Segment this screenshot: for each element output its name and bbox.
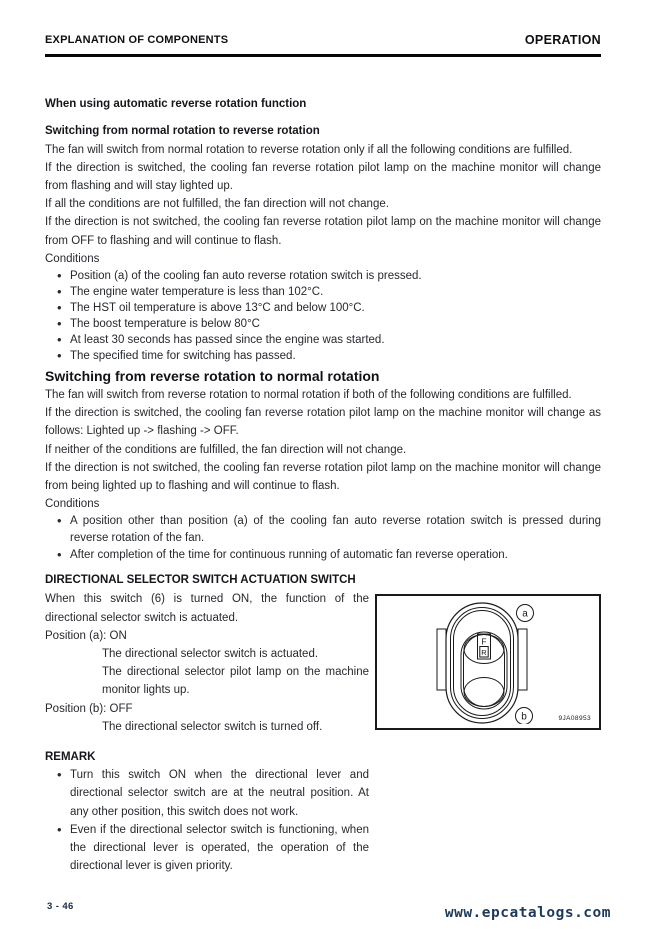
- rocker-bottom-pad: [464, 678, 504, 707]
- watermark-link[interactable]: www.epcatalogs.com: [444, 904, 611, 921]
- paragraph: If all the conditions are not fulfilled, the fan direction will not change.: [45, 198, 389, 211]
- tag-f-letter: F: [481, 636, 487, 647]
- reverse-to-normal-heading: Switching from reverse rotation to normal rotation: [45, 368, 380, 385]
- paragraph: The fan will switch from normal rotation to reverse rotation only if all the following conditions are fulfilled.: [45, 143, 573, 156]
- figure-code: 9JA08953: [558, 715, 591, 723]
- list-item: • The boost temperature is below 80°C: [57, 316, 601, 332]
- remark-heading: REMARK: [45, 751, 96, 764]
- paragraph: If the direction is switched, the cooling fan reverse rotation pilot lamp on the machine monitor will change as follows: Lighted up -> flashing -> OFF.: [45, 407, 601, 438]
- conditions-list: [45, 513, 601, 563]
- remark-list: [45, 766, 369, 875]
- position-b-detail: The directional selector switch is turned off.: [102, 720, 323, 733]
- remark-block: [45, 748, 369, 875]
- list-item: • The engine water temperature is less than 102°C.: [57, 284, 601, 300]
- header-section-title: EXPLANATION OF COMPONENTS: [45, 34, 229, 46]
- list-item: • Even if the directional selector switch is functioning, when the directional lever is operated, the operation of the directional lever is given priority.: [57, 821, 369, 876]
- paragraph: The fan will switch from reverse rotation to normal rotation if both of the following conditions are fulfilled.: [45, 389, 572, 402]
- auto-reverse-heading: When using automatic reverse rotation function: [45, 98, 307, 111]
- normal-to-reverse-heading: Switching from normal rotation to reverse rotation: [45, 125, 320, 138]
- directional-switch-section: [45, 571, 601, 875]
- list-item: • Turn this switch ON when the directional lever and directional selector switch are at the neutral position. At any other position, this switch does not work.: [57, 766, 369, 821]
- paragraph: When this switch (6) is turned ON, the function of the directional selector switch is actuated.: [45, 593, 369, 624]
- figure-label-a: a: [522, 608, 528, 620]
- list-item: • Position (a) of the cooling fan auto reverse rotation switch is pressed.: [57, 268, 601, 284]
- page-number: 3 - 46: [47, 900, 74, 912]
- conditions-label: Conditions: [45, 252, 100, 265]
- paragraph: If the direction is not switched, the cooling fan reverse rotation pilot lamp on the machine monitor will change from being lighted up to flashing and will continue to flash.: [45, 461, 601, 493]
- figure-label-b: b: [521, 711, 527, 723]
- position-a-detail: The directional selector switch is actuated.: [102, 648, 319, 661]
- header-divider: [45, 54, 601, 57]
- paragraph: If neither of the conditions are fulfilled, the fan direction will not change.: [45, 443, 407, 456]
- conditions-list: [45, 268, 601, 364]
- header-chapter-title: OPERATION: [524, 33, 601, 47]
- directional-switch-heading: DIRECTIONAL SELECTOR SWITCH ACTUATION SWITCH: [45, 574, 356, 587]
- switch-right-clip: [518, 629, 527, 690]
- list-item: • At least 30 seconds has passed since the engine was started.: [57, 332, 601, 348]
- page-header: [45, 31, 601, 49]
- paragraph: If the direction is switched, the cooling fan reverse rotation pilot lamp on the machine monitor will change from flashing and will stay lighted up.: [45, 161, 601, 193]
- switch-left-clip: [437, 629, 446, 690]
- two-column-layout: [45, 590, 601, 875]
- conditions-label: Conditions: [45, 498, 100, 511]
- position-a-label: Position (a): ON: [45, 629, 127, 642]
- list-item: • After completion of the time for continuous running of automatic fan reverse operation.: [57, 547, 601, 564]
- paragraph: If the direction is not switched, the cooling fan reverse rotation pilot lamp on the machine monitor will change from OFF to flashing and will continue to flash.: [45, 216, 601, 247]
- list-item: • A position other than position (a) of the cooling fan auto reverse rotation switch is pressed during reverse rotation of the fan.: [57, 513, 601, 546]
- position-b-label: Position (b): OFF: [45, 702, 133, 715]
- list-item: • The specified time for switching has passed.: [57, 348, 601, 364]
- position-a-detail: The directional selector pilot lamp on the machine monitor lights up.: [102, 666, 369, 697]
- switch-figure: [375, 594, 601, 730]
- list-item: • The HST oil temperature is above 13°C and below 100°C.: [57, 300, 601, 316]
- tag-r-letter: R: [481, 648, 487, 658]
- rocker-switch-diagram-icon: [377, 596, 595, 724]
- directional-switch-text-column: [45, 590, 369, 875]
